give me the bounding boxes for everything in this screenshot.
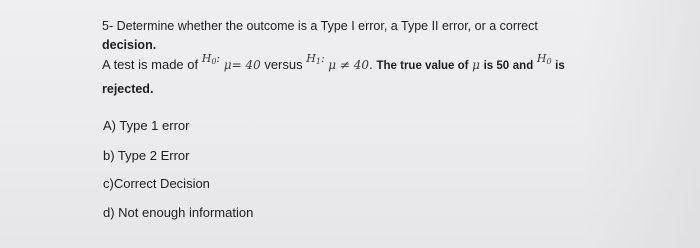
and-text: and <box>512 60 534 72</box>
versus-text: versus <box>264 57 303 72</box>
h1-expression: μ ≠ 40. <box>328 58 373 72</box>
true-value-text: The true value of <box>376 60 469 72</box>
h0-rejected-label: H0 <box>536 52 552 66</box>
question-line-1: 5- Determine whether the outcome is a Type I error, a Type II error, or a correct <box>102 19 538 33</box>
h0-expression: μ= 40 <box>223 58 261 72</box>
question-prefix: A test is made of <box>102 57 199 72</box>
question-line-3 <box>102 52 565 75</box>
h1-hypothesis-label: H1: <box>306 52 325 66</box>
is-50-text: is 50 <box>483 60 510 72</box>
option-a[interactable]: A) Type 1 error <box>103 118 190 133</box>
option-d[interactable]: d) Not enough information <box>103 205 254 220</box>
question-line-4: rejected. <box>102 82 154 96</box>
question-line-2: decision. <box>102 38 157 52</box>
is-text: is <box>555 60 565 72</box>
h0-hypothesis-label: H0: <box>201 52 221 66</box>
mu-symbol: μ <box>472 58 480 72</box>
option-b[interactable]: b) Type 2 Error <box>103 148 190 163</box>
option-c[interactable]: c)Correct Decision <box>103 176 210 191</box>
